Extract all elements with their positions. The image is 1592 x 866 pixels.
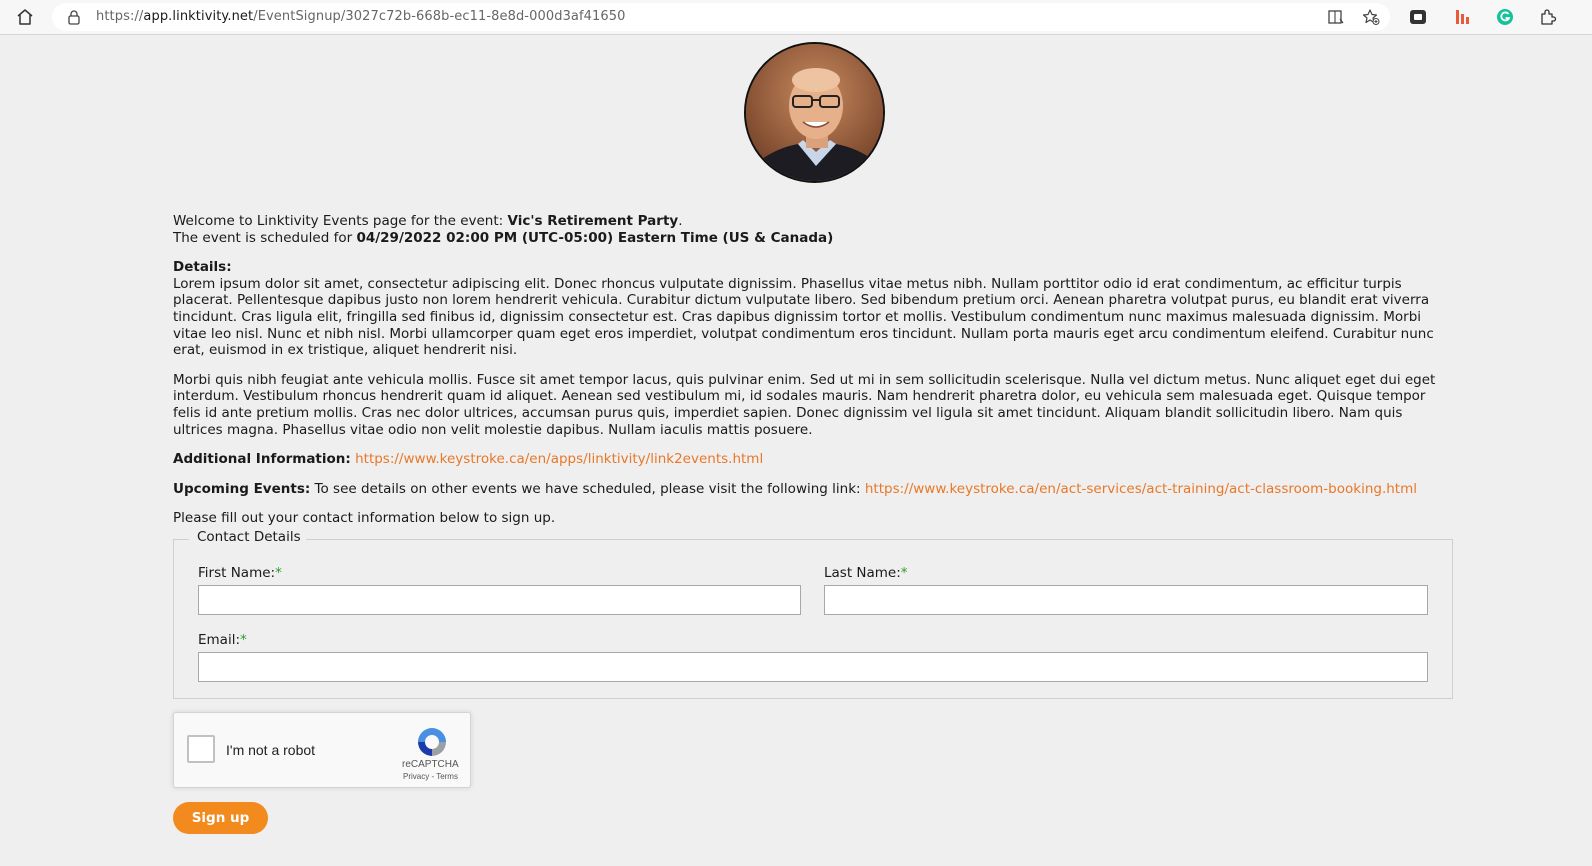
additional-info-link[interactable]: https://www.keystroke.ca/en/apps/linktivity/link2events.html bbox=[355, 451, 764, 468]
extensions-puzzle-icon[interactable] bbox=[1538, 7, 1558, 27]
last-name-label: Last Name:* bbox=[824, 565, 908, 581]
event-schedule: 04/29/2022 02:00 PM (UTC-05:00) Eastern Time (US & Canada) bbox=[356, 229, 834, 246]
contact-details-legend: Contact Details bbox=[189, 529, 306, 545]
signup-instruction: Please fill out your contact information below to sign up. bbox=[173, 510, 556, 527]
grammarly-icon[interactable] bbox=[1495, 7, 1515, 27]
details-paragraph-1: Lorem ipsum dolor sit amet, consectetur adipiscing elit. Donec rhoncus vulputate dignissim. Phasellus vitae metus nibh. Nullam porttitor odio id erat condimentum, ac efficitur turpis placerat. Pellentesque dapibus justo non lorem hendrerit vehicula. Curabitur dictum vulputate libero. Sed bibendum pretium orci. Aenean pharetra volutpat purus, eu blandit erat viverra tincidunt. Cras ligula elit, fringilla sed finibus id, dignissim consectetur est. Cras dapibus dignissim tortor et mollis. Vestibulum condimentum nunc maximus malesuada dignissim. Morbi vitae leo nisl. Nunc et nibh nisl. Morbi ullamcorper quam eget eros imperdiet, volutpat condimentum eros tincidunt. Nullam porta mauris eget arcu condimentum eleifend. Curabitur nunc erat, euismod in ex tristique, aliquet hendrerit nisi. bbox=[173, 275, 1434, 359]
required-mark: * bbox=[240, 632, 247, 648]
recaptcha-checkbox[interactable] bbox=[187, 735, 215, 763]
recaptcha-terms[interactable]: Privacy - Terms bbox=[403, 772, 458, 781]
first-name-input[interactable] bbox=[198, 585, 801, 615]
event-description bbox=[173, 213, 1453, 527]
additional-info-line: Additional Information: https://www.keystroke.ca/en/apps/linktivity/link2events.html bbox=[173, 451, 764, 468]
avatar bbox=[744, 42, 885, 183]
schedule-line: The event is scheduled for 04/29/2022 02:00 PM (UTC-05:00) Eastern Time (US & Canada) bbox=[173, 229, 834, 246]
required-mark: * bbox=[900, 565, 908, 581]
details-heading: Details: bbox=[173, 259, 232, 276]
required-mark: * bbox=[275, 565, 282, 581]
home-icon[interactable] bbox=[14, 6, 36, 28]
email-label: Email:* bbox=[198, 632, 247, 648]
recaptcha-logo-icon bbox=[415, 725, 449, 759]
upcoming-events-link[interactable]: https://www.keystroke.ca/en/act-services/act-training/act-classroom-booking.html bbox=[864, 480, 1417, 497]
address-bar[interactable] bbox=[52, 3, 1390, 31]
favorite-star-icon[interactable] bbox=[1362, 8, 1380, 26]
extension-bars-icon[interactable] bbox=[1452, 7, 1472, 27]
recaptcha-brand: reCAPTCHA bbox=[402, 759, 459, 770]
sign-up-button[interactable]: Sign up bbox=[173, 802, 268, 834]
extension-icon[interactable] bbox=[1408, 7, 1428, 27]
upcoming-events-line: Upcoming Events: To see details on other events we have scheduled, please visit the following link: https://www.keystroke.ca/en/act-services/act-training/act-classroom-booking.html bbox=[173, 480, 1417, 497]
details-paragraph-2: Morbi quis nibh feugiat ante vehicula mollis. Fusce sit amet tempor lacus, quis pulvinar enim. Sed ut mi in sem sollicitudin scelerisque. Nulla vel dictum metus. Nunc aliquet eget dui eget interdum. Vestibulum rhoncus hendrerit quam id aliquet. Aenean sed vestibulum mi, id sodales mauris. Nam hendrerit pharetra dolor, eu vehicula sem malesuada eget. Quisque tempor felis id ante pretium mollis. Cras nec dolor ultrices, accumsan purus quis, imperdiet sapien. Donec dignissim vel ligula sit amet tincidunt. Aliquam blandit sollicitudin libero. Nam quis ultrices magna. Phasellus vitae odio non velit molestie dapibus. Nullam iaculis mattis posuere. bbox=[173, 371, 1436, 438]
event-name: Vic's Retirement Party bbox=[507, 213, 679, 229]
welcome-line: Welcome to Linktivity Events page for the event: Vic's Retirement Party. bbox=[173, 213, 683, 229]
browser-toolbar bbox=[0, 0, 1592, 35]
reader-view-icon[interactable] bbox=[1327, 8, 1345, 26]
recaptcha-widget bbox=[173, 712, 471, 788]
email-input[interactable] bbox=[198, 652, 1428, 682]
first-name-label: First Name:* bbox=[198, 565, 282, 581]
lock-icon[interactable] bbox=[66, 9, 82, 25]
last-name-input[interactable] bbox=[824, 585, 1428, 615]
avatar-portrait-image bbox=[746, 44, 885, 183]
url-text: https://app.linktivity.net/EventSignup/3027c72b-668b-ec11-8e8d-000d3af41650 bbox=[96, 9, 626, 24]
recaptcha-label: I'm not a robot bbox=[226, 742, 316, 758]
